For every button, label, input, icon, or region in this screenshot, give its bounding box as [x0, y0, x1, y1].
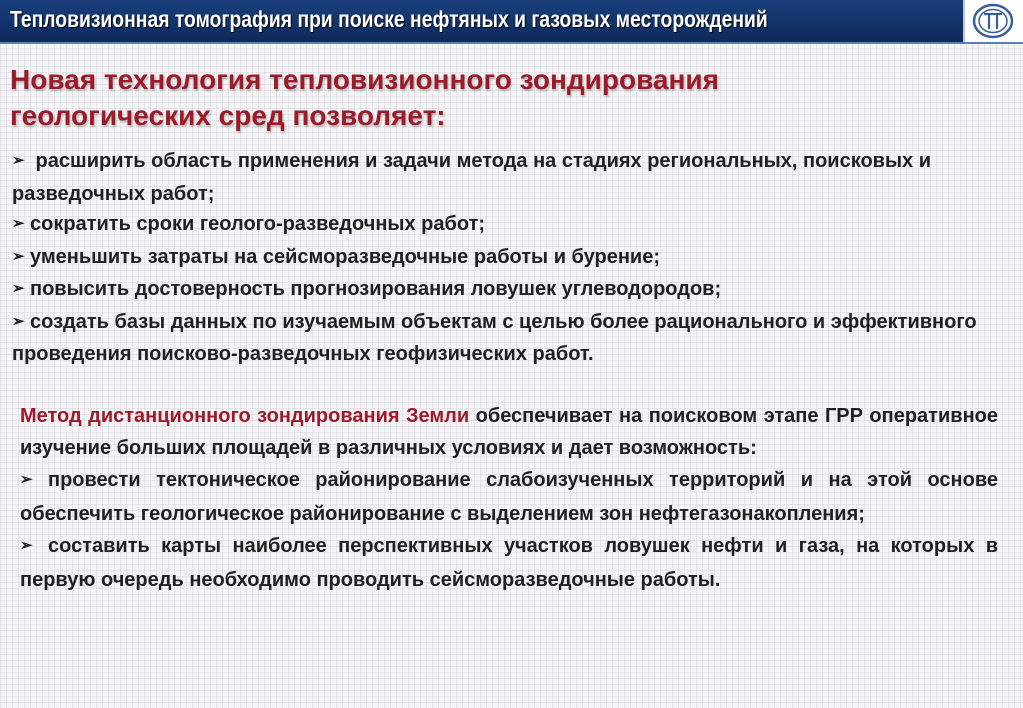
list-item: ➢ провести тектоническое районирование слабоизученных территорий и на этой основе обеспечить геологическое районирование с выделением зон нефтегазонакопления;	[20, 464, 998, 530]
heading-line-2: геологических сред позволяет:	[10, 100, 446, 131]
list-item: ➢ уменьшить затраты на сейсморазведочные работы и бурение;	[12, 242, 1012, 275]
list-item: ➢ создать базы данных по изучаемым объектам с целью более рационального и эффективного проведения поисково-разведочных геофизических работ.	[12, 307, 1012, 370]
list-item: ➢ расширить область применения и задачи метода на стадиях региональных, поисковых и разведочных работ;	[12, 146, 1012, 209]
arrow-bullet-icon: ➢	[12, 215, 25, 232]
title-bar	[0, 0, 1023, 44]
list-item: ➢ сократить сроки геолого-разведочных работ;	[12, 209, 1012, 242]
arrow-bullet-icon: ➢	[12, 312, 25, 330]
heading-line-1: Новая технология тепловизионного зондирования	[10, 64, 719, 95]
section-intro: Метод дистанционного зондирования Земли обеспечивает на поисковом этапе ГРР оперативное изучение больших площадей в различных условиях и дает возможность:	[20, 405, 998, 459]
company-logo-icon	[971, 2, 1015, 40]
method-name: Метод дистанционного зондирования Земли	[20, 405, 470, 427]
remote-sensing-section	[20, 400, 998, 596]
arrow-bullet-icon: ➢	[20, 471, 33, 488]
logo-container	[963, 0, 1023, 42]
benefits-list	[12, 146, 1012, 370]
arrow-bullet-icon: ➢	[20, 537, 33, 554]
arrow-bullet-icon: ➢	[12, 152, 25, 169]
page-title: Тепловизионная томография при поиске нефтяных и газовых месторождений	[10, 6, 768, 32]
section-heading	[10, 62, 1010, 134]
list-item: ➢ повысить достоверность прогнозирования ловушек углеводородов;	[12, 274, 1012, 307]
list-item: ➢ составить карты наиболее перспективных участков ловушек нефти и газа, на которых в первую очередь необходимо проводить сейсморазведочные работы.	[20, 530, 998, 596]
arrow-bullet-icon: ➢	[12, 280, 25, 297]
arrow-bullet-icon: ➢	[12, 247, 25, 265]
